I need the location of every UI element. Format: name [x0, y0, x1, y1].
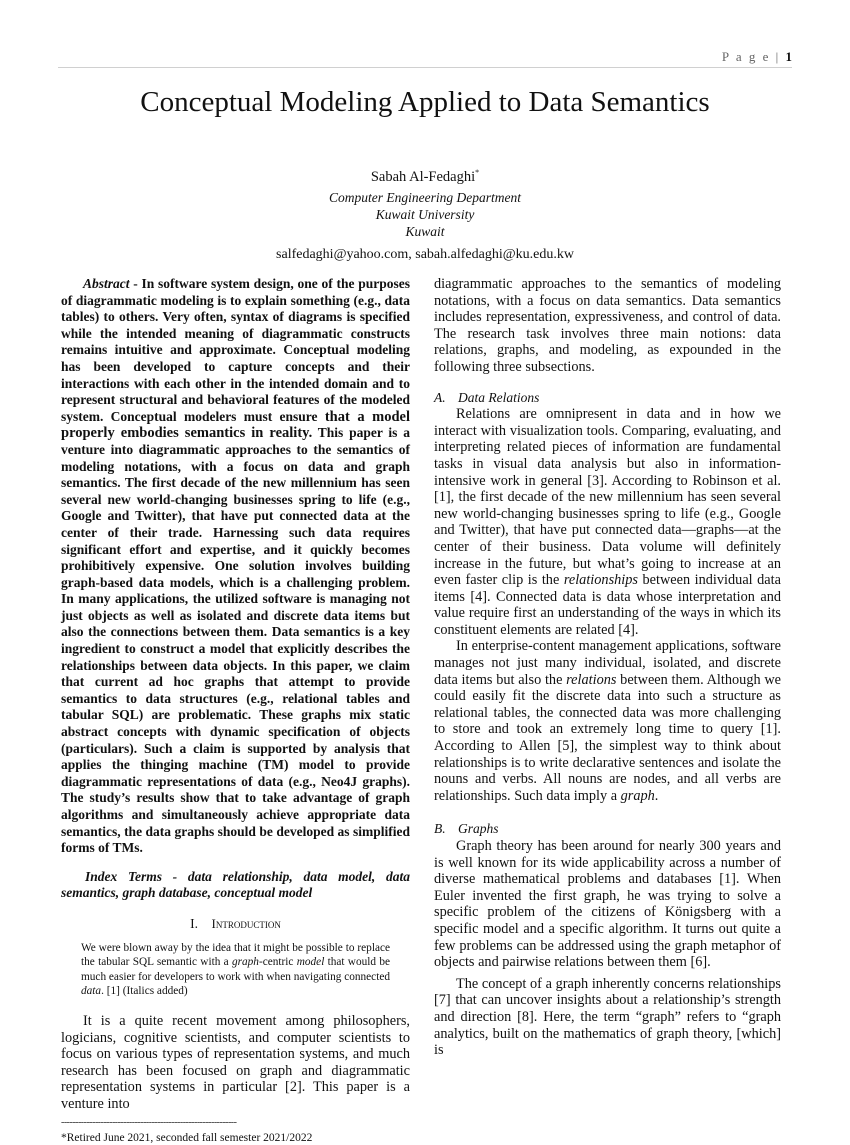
paper-title: Conceptual Modeling Applied to Data Semantics — [140, 86, 710, 118]
footnote-rule: -------------------------------------------------------------- — [61, 1116, 237, 1128]
author-block — [0, 164, 850, 263]
abstract-lead: Abstract — [83, 276, 130, 291]
section-numeral: I. — [190, 915, 199, 931]
page-label: P a g e | — [721, 49, 786, 64]
subsection-heading-data-relations: A. Data Relations — [434, 389, 540, 405]
author-name: Sabah Al-Fedaghi* — [370, 168, 480, 185]
section-title: Introduction — [211, 915, 281, 931]
intro-paragraph: It is a quite recent movement among philosophers, logicians, cognitive scientists, and computer scientists to focus on various types of representation systems, and much research has been focused on graph and diagrammatic representation systems in particular [2]. This paper is a venture into — [61, 1012, 410, 1112]
header-rule — [58, 67, 792, 68]
epigraph-quote: We were blown away by the idea that it might be possible to replace the tabular SQL semantic with a graph-centric model that would be much easier for developers to work with when navigating connected data. [1] (Italics added) — [81, 941, 390, 998]
section-heading-introduction — [61, 916, 410, 933]
author-emails: salfedaghi@yahoo.com, sabah.alfedaghi@ku.edu.kw — [276, 246, 574, 262]
abstract-emphasis: that a model properly embodies semantics in reality. — [61, 408, 410, 442]
graphs-paragraph-2: The concept of a graph inherently concerns relationships [7] that can uncover insights about a relationship’s strength and direction [8]. Here, the term “graph” refers to “graph analytics, built on the mathematics of graph theory, [which] is — [434, 975, 781, 1059]
graphs-paragraph-1: Graph theory has been around for nearly 300 years and is well known for its wide applicability across a number of diverse mathematical problems and databases [1]. When Euler invented the first graph, he was trying to solve a specific problem of the citizens of Königsberg with a specific model and a specific algorithm. It turns out quite a few problems can be addressed using the graph metaphor of objects and pairwise relations between them [6]. — [434, 838, 781, 971]
abstract: Abstract - In software system design, one of the purposes of diagrammatic modeling is to explain something (e.g., data tables) to others. Very often, syntax of diagrams is specified while the intended meaning of diagrammatic constructs remains intuitive and approximate. Conceptual modeling has been developed to capture concepts and their interactions with each other in the intended domain and to represent structural and behavioral features of the modeled system. Conceptual modelers must ensure that a model properly embodies semantics in reality. This paper is a venture into diagrammatic approaches to the semantics of modeling notations, with a focus on data and graph semantics. The first decade of the new millennium has seen several new world-changing businesses spring to life (e.g., Google and Twitter), that have put connected data at the center of their trade. Harnessing such data requires significant effort and expertise, and it quickly becomes prohibitively expensive. One solution involves building graph-based data models, which is a challenging problem. In many applications, the utilized software is managing not just objects as well as isolated and discrete data items but also the connections between them. Data semantics is a key ingredient to construct a model that explicitly describes the relationships between data objects. In this paper, we claim that current ad hoc graphs that attempt to provide semantics to data structures (e.g., relational tables and tabular SQL) are problematic. These graphs mix static abstract concepts with dynamic specification of objects (particulars). Such a claim is supported by analysis that applies the thinging machine (TM) model to provide diagrammatic representations of data (e.g., Neo4J graphs). The study’s results show that to take advantage of graph algorithms and simultaneously achieve appropriate data semantics, the data graphs should be developed as simplified forms of TMs. — [61, 276, 410, 856]
affiliation-country: Kuwait — [405, 223, 445, 239]
data-relations-paragraph-2: In enterprise-content management applications, software manages not just many individual, isolated, and discrete data items but also the relations between them. Although we could easily fit the discrete data into such a structure as relational tables, the connected data was more challenging to store and took an extremely long time to query [1]. According to Allen [5], the simplest way to think about relationships is to write declarative sentences and isolate the nouns and verbs. All nouns are nodes, and all verbs are relationships. Such data imply a graph. — [434, 638, 781, 804]
left-column — [61, 276, 410, 1145]
subsection-heading-graphs: B. Graphs — [434, 821, 499, 837]
continuation-paragraph: diagrammatic approaches to the semantics of modeling notations, with a focus on data semantics. Data semantics includes representation, expressiveness, and control of data. The research task involves three main notions: data relations, graphs, and modeling, as expounded in the following three subsections. — [434, 276, 781, 375]
affiliation-department: Computer Engineering Department — [329, 189, 521, 205]
page-number-value: 1 — [785, 49, 792, 64]
index-terms: Index Terms - data relationship, data model, data semantics, graph database, conceptual model — [61, 868, 410, 901]
affiliation-university: Kuwait University — [375, 206, 475, 222]
right-column — [434, 276, 781, 1059]
page-number — [722, 49, 792, 65]
author-footnote-mark: * — [475, 168, 480, 177]
data-relations-paragraph-1: Relations are omnipresent in data and in how we interact with visualization tools. Comparing, evaluating, and interpreting related pieces of information are fundamental tasks in visual data analysis but also in information-intensive work in general [3]. According to Robinson et al. [1], the first decade of the new millennium has seen several new world-changing businesses spring to life (e.g., Google and Twitter), that have put connected data—graphs—at the center of their business. Data volume will definitely increase in the future, but what’s going to increase at an even faster clip is the relationships between individual data items [4]. Connected data is data whose interpretation and value require first an understanding of the ways in which its constituent elements are related [4]. — [434, 406, 781, 638]
footnote: *Retired June 2021, seconded fall semester 2021/2022 — [61, 1132, 313, 1145]
